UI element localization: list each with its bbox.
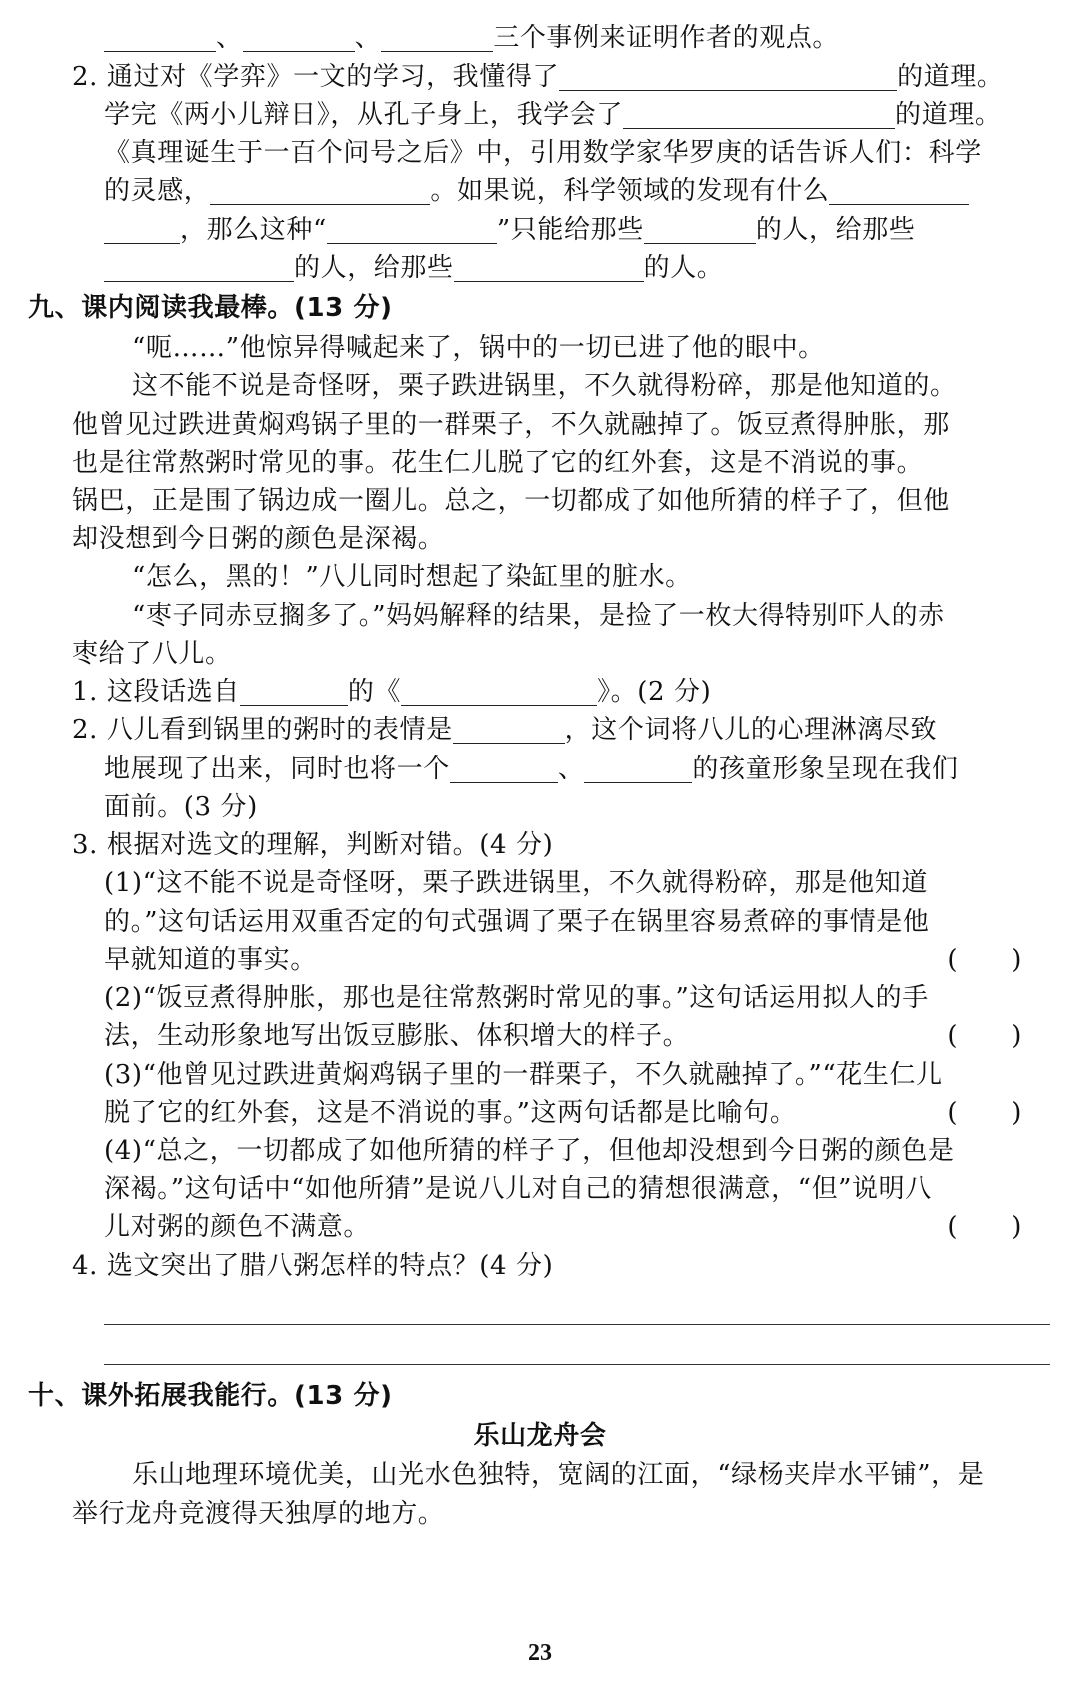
judgement-answer-parens[interactable]: ( ) [947,1098,1022,1128]
answer-blank[interactable] [644,213,756,244]
question-1: 1. 这段话选自 的《 》。(2 分) [72,677,712,707]
section-10-heading: 十、课外拓展我能行。(13 分) [28,1381,393,1411]
q2-line-e: ，那么这种“ ”只能给那些 的人，给那些 [104,210,1052,250]
answer-blank[interactable] [381,21,493,52]
judgement-1-line: (1)“这不能不说是奇怪呀，栗子跌进锅里，不久就得粉碎，那是他知道 [104,868,928,898]
judgement-answer-parens[interactable]: ( ) [947,945,1022,975]
question-4: 4. 选文突出了腊八粥怎样的特点？(4 分) [72,1251,554,1281]
answer-blank[interactable] [453,713,565,744]
article-title: 乐山龙舟会 [473,1421,607,1451]
answer-blank[interactable] [454,251,644,282]
q2-line-d: 的灵感， 。如果说，科学领域的发现有什么 [104,171,1052,211]
answer-blank[interactable] [623,98,895,129]
article-paragraph-line: 举行龙舟竞渡得天独厚的地方。 [72,1499,445,1529]
answer-blank[interactable] [450,752,558,783]
passage-paragraph-2-line: 这不能不说是奇怪呀，栗子跌进锅里，不久就得粉碎，那是他知道的。 [132,371,957,401]
answer-blank[interactable] [559,60,897,91]
judgement-3-line: 脱了它的红外套，这是不消说的事。”这两句话都是比喻句。 ( ) [104,1093,1052,1133]
answer-line[interactable] [104,1364,1050,1365]
answer-blank[interactable] [327,213,497,244]
answer-blank[interactable] [401,675,597,706]
passage-paragraph-4-line: “枣子同赤豆搁多了。”妈妈解释的结果，是捡了一枚大得特别吓人的赤 [132,601,945,631]
judgement-4-line: (4)“总之，一切都成了如他所猜的样子了，但他却没想到今日粥的颜色是 [104,1136,955,1166]
judgement-4-line: 深褐。”这句话中“如他所猜”是说八儿对自己的猜想很满意，“但”说明八 [104,1174,932,1204]
judgement-4-line: 儿对粥的颜色不满意。 ( ) [104,1207,1052,1247]
judgement-1-line: 早就知道的事实。 ( ) [104,940,1052,980]
q2-line-c: 《真理诞生于一百个问号之后》中，引用数学家华罗庚的话告诉人们：科学 [104,138,982,168]
fill-line-1: 、 、 三个事例来证明作者的观点。 [104,18,1052,58]
judgement-3-line: (3)“他曾见过跌进黄焖鸡锅子里的一群栗子，不久就融掉了。”“花生仁儿 [104,1060,943,1090]
answer-blank[interactable] [104,213,180,244]
judgement-answer-parens[interactable]: ( ) [947,1021,1022,1051]
question-2-line-3: 面前。(3 分) [104,792,258,822]
passage-paragraph-2-line: 也是往常熬粥时常见的事。花生仁儿脱了它的红外套，这是不消说的事。 [72,448,924,478]
passage-paragraph-2-line: 却没想到今日粥的颜色是深褐。 [72,524,445,554]
answer-blank[interactable] [104,21,216,52]
answer-blank[interactable] [829,174,969,205]
answer-blank[interactable] [104,251,294,282]
question-2-line-1: 2. 八儿看到锅里的粥时的表情是 ，这个词将八儿的心理淋漓尽致 [72,715,938,745]
answer-blank[interactable] [240,675,348,706]
passage-paragraph-3: “怎么，黑的！”八儿同时想起了染缸里的脏水。 [132,562,692,592]
question-2-line-2: 地展现了出来，同时也将一个 、 的孩童形象呈现在我们 [104,754,959,784]
passage-paragraph-2-line: 他曾见过跌进黄焖鸡锅子里的一群栗子，不久就融掉了。饭豆煮得肿胀，那 [72,410,950,440]
answer-blank[interactable] [210,174,430,205]
judgement-2-line: 法，生动形象地写出饭豆膨胀、体积增大的样子。 ( ) [104,1016,1052,1056]
answer-blank[interactable] [584,752,692,783]
passage-paragraph-2-line: 锅巴，正是围了锅边成一圈儿。总之，一切都成了如他所猜的样子了，但他 [72,486,950,516]
passage-paragraph-1: “呃……”他惊异得喊起来了，锅中的一切已进了他的眼中。 [132,333,825,363]
q2-line-f: 的人，给那些 的人。 [104,248,1052,288]
section-9-heading: 九、课内阅读我最棒。(13 分) [28,293,393,323]
judgement-1-line: 的。”这句话运用双重否定的句式强调了栗子在锅里容易煮碎的事情是他 [104,907,930,937]
judgement-answer-parens[interactable]: ( ) [947,1212,1022,1242]
q2-line-b: 学完《两小儿辩日》，从孔子身上，我学会了 的道理。 [104,100,1002,130]
page-number: 23 [528,1640,552,1666]
answer-blank[interactable] [243,21,355,52]
passage-paragraph-4-line: 枣给了八儿。 [72,639,232,669]
judgement-2-line: (2)“饭豆煮得肿胀，那也是往常熬粥时常见的事。”这句话运用拟人的手 [104,983,929,1013]
q2-line-a: 2. 通过对《学弈》一文的学习，我懂得了 的道理。 [72,62,1004,92]
question-3-heading: 3. 根据对选文的理解，判断对错。(4 分) [72,830,554,860]
answer-line[interactable] [104,1324,1050,1325]
article-paragraph-line: 乐山地理环境优美，山光水色独特，宽阔的江面，“绿杨夹岸水平铺”，是 [132,1460,985,1490]
